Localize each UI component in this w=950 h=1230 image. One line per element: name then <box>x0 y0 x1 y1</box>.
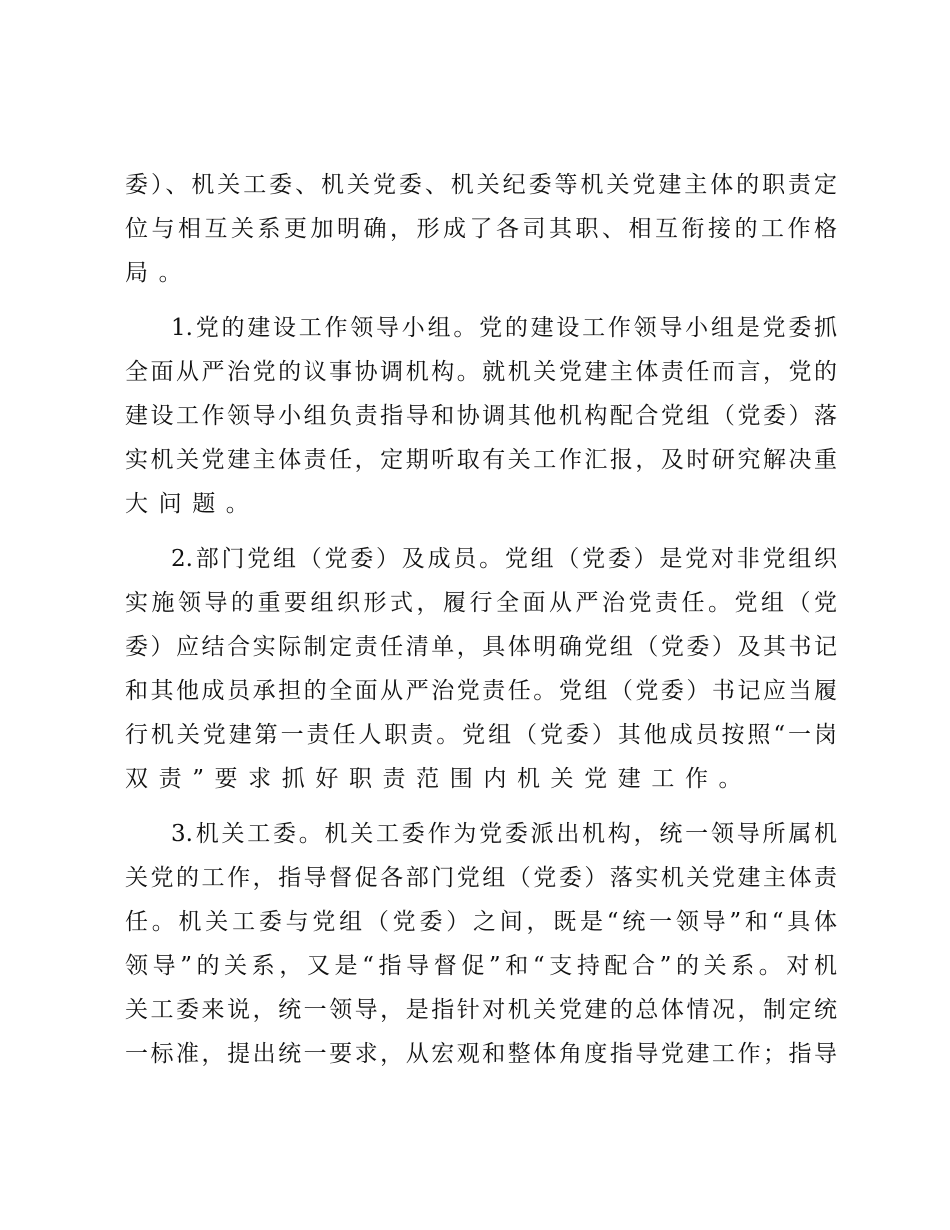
text-line: 一标准，提出统一要求，从宏观和整体角度指导党建工作；指导 <box>125 1041 837 1067</box>
text-line: 任。机关工委与党组（党委）之间，既是“统一领导”和“具体 <box>125 909 837 935</box>
text-line: 建设工作领导小组负责指导和协调其他机构配合党组（党委）落 <box>125 403 837 429</box>
text-line: 实机关党建主体责任，定期听取有关工作汇报，及时研究解决重 <box>125 447 837 473</box>
text-line: 1.党的建设工作领导小组。党的建设工作领导小组是党委抓 <box>171 315 837 341</box>
paragraph-intro-continuation <box>125 163 837 295</box>
text-line: 3.机关工委。机关工委作为党委派出机构，统一领导所属机 <box>171 821 837 847</box>
text-line: 关工委来说，统一领导，是指针对机关党建的总体情况，制定统 <box>125 997 837 1023</box>
text-line: 和其他成员承担的全面从严治党责任。党组（党委）书记应当履 <box>125 678 837 704</box>
text-line: 行机关党建第一责任人职责。党组（党委）其他成员按照“一岗 <box>125 722 837 748</box>
text-line: 位与相互关系更加明确，形成了各司其职、相互衔接的工作格 <box>125 216 837 242</box>
text-line: 双责”要求抓好职责范围内机关党建工作。 <box>125 766 753 792</box>
text-line: 大问题。 <box>125 491 260 517</box>
text-line: 局。 <box>125 260 193 286</box>
text-line: 领导”的关系，又是“指导督促”和“支持配合”的关系。对机 <box>125 953 837 979</box>
text-line: 委）应结合实际制定责任清单，具体明确党组（党委）及其书记 <box>125 634 837 660</box>
paragraph-work-committee <box>125 812 837 1076</box>
paragraph-leading-group <box>125 306 837 526</box>
text-line: 关党的工作，指导督促各部门党组（党委）落实机关党建主体责 <box>125 865 837 891</box>
paragraph-party-group <box>125 537 837 801</box>
document-page <box>125 163 837 1087</box>
text-line: 委）、机关工委、机关党委、机关纪委等机关党建主体的职责定 <box>125 172 837 198</box>
text-line: 全面从严治党的议事协调机构。就机关党建主体责任而言，党的 <box>125 359 837 385</box>
text-line: 实施领导的重要组织形式，履行全面从严治党责任。党组（党 <box>125 590 837 616</box>
text-line: 2.部门党组（党委）及成员。党组（党委）是党对非党组织 <box>171 546 837 572</box>
